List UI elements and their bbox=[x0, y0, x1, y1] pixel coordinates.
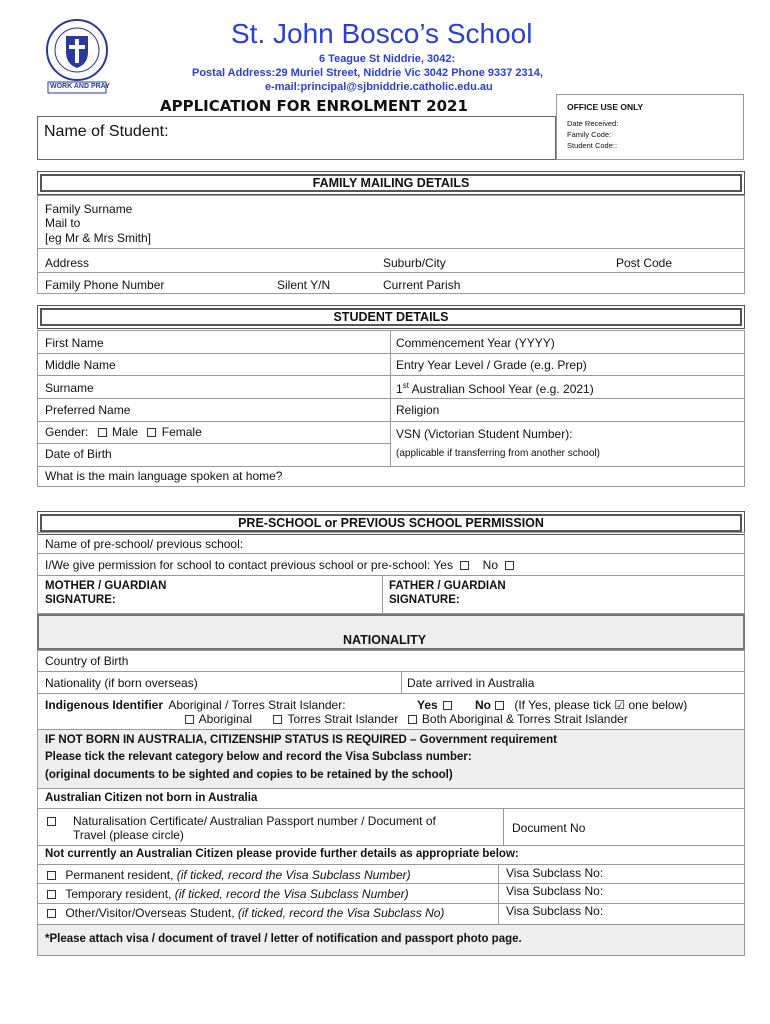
indigenous-label: Indigenous Identifier bbox=[45, 698, 164, 712]
previous-school-label[interactable]: Name of pre-school/ previous school: bbox=[45, 537, 244, 551]
male-checkbox[interactable] bbox=[98, 428, 107, 437]
school-email: e-mail:principal@sjbniddrie.catholic.edu.au bbox=[265, 81, 493, 93]
permission-no-checkbox[interactable] bbox=[505, 561, 514, 570]
indigenous-row bbox=[45, 698, 346, 712]
other-checkbox[interactable] bbox=[47, 909, 56, 918]
torres-checkbox[interactable] bbox=[273, 715, 282, 724]
aboriginal-checkbox[interactable] bbox=[185, 715, 194, 724]
indigenous-options-row bbox=[183, 712, 628, 726]
visa-subclass-3[interactable]: Visa Subclass No: bbox=[506, 904, 604, 918]
nationality-section-heading-box bbox=[37, 614, 745, 650]
nationality-label[interactable]: Nationality (if born overseas) bbox=[45, 676, 198, 690]
female-label: Female bbox=[161, 425, 202, 439]
current-parish-label[interactable]: Current Parish bbox=[383, 278, 461, 292]
name-of-student-box[interactable]: Name of Student: bbox=[37, 116, 556, 160]
mother-guardian-label: MOTHER / GUARDIAN bbox=[45, 580, 167, 592]
name-of-student-label: Name of Student bbox=[44, 123, 165, 140]
nationality-heading: NATIONALITY bbox=[343, 633, 427, 647]
dob-label[interactable]: Date of Birth bbox=[45, 447, 112, 461]
office-student-code: Student Code:: bbox=[567, 141, 618, 150]
postcode-label[interactable]: Post Code bbox=[616, 256, 673, 270]
mother-signature-label[interactable]: SIGNATURE: bbox=[45, 594, 116, 606]
first-aus-school-year-label[interactable]: 1st Australian School Year (e.g. 2021) bbox=[396, 381, 594, 396]
citizenship-line-3: (original documents to be sighted and copies to be retained by the school) bbox=[45, 769, 453, 781]
citizenship-line-2: Please tick the relevant category below and record the Visa Subclass number: bbox=[45, 751, 472, 763]
family-surname-label[interactable]: Family Surname bbox=[45, 202, 133, 216]
both-checkbox[interactable] bbox=[408, 715, 417, 724]
office-family-code: Family Code: bbox=[567, 130, 612, 139]
family-phone-label[interactable]: Family Phone Number bbox=[45, 278, 165, 292]
entry-year-level-label[interactable]: Entry Year Level / Grade (e.g. Prep) bbox=[396, 358, 587, 372]
attach-note: *Please attach visa / document of travel / letter of notification and passport photo page. bbox=[45, 933, 522, 945]
religion-label[interactable]: Religion bbox=[396, 403, 440, 417]
male-label: Male bbox=[112, 425, 139, 439]
torres-label: Torres Strait Islander bbox=[287, 712, 399, 726]
logo-motto: WORK AND PRAY bbox=[50, 83, 110, 90]
father-signature-label[interactable]: SIGNATURE: bbox=[389, 594, 460, 606]
mail-to-example: [eg Mr & Mrs Smith] bbox=[45, 231, 152, 245]
visa-subclass-2[interactable]: Visa Subclass No: bbox=[506, 884, 604, 898]
permission-yes-checkbox[interactable] bbox=[460, 561, 469, 570]
temporary-note: (if ticked, record the Visa Subclass Number) bbox=[174, 887, 409, 901]
gender-label: Gender: bbox=[45, 425, 89, 439]
visa-subclass-1[interactable]: Visa Subclass No: bbox=[506, 866, 604, 880]
first-name-label[interactable]: First Name bbox=[45, 336, 104, 350]
school-address: 6 Teague St Niddrie, 3042: bbox=[319, 53, 456, 65]
permission-row bbox=[45, 558, 516, 572]
country-of-birth-label[interactable]: Country of Birth bbox=[45, 654, 129, 668]
family-section-heading: FAMILY MAILING DETAILS bbox=[40, 174, 742, 192]
other-label: Other/Visitor/Overseas Student, bbox=[65, 906, 235, 920]
document-no-label[interactable]: Document No bbox=[512, 821, 586, 835]
mail-to-label: Mail to bbox=[45, 216, 81, 230]
student-section-heading: STUDENT DETAILS bbox=[40, 308, 742, 326]
home-language-label[interactable]: What is the main language spoken at home? bbox=[45, 469, 283, 483]
indigenous-yes-checkbox[interactable] bbox=[443, 701, 452, 710]
middle-name-label[interactable]: Middle Name bbox=[45, 358, 116, 372]
office-title: OFFICE USE ONLY bbox=[567, 102, 644, 112]
office-date-received: Date Received: bbox=[567, 119, 619, 128]
aboriginal-label: Aboriginal bbox=[198, 712, 253, 726]
vsn-label[interactable]: VSN (Victorian Student Number): bbox=[396, 427, 573, 441]
commencement-year-label[interactable]: Commencement Year (YYYY) bbox=[396, 336, 555, 350]
not-citizen-label: Not currently an Australian Citizen please provide further details as appropriate below: bbox=[45, 848, 519, 860]
vsn-note: (applicable if transferring from another school) bbox=[396, 448, 600, 459]
other-note: (if ticked, record the Visa Subclass No) bbox=[237, 906, 445, 920]
permission-no-label: No bbox=[482, 558, 499, 572]
citizenship-line-1: IF NOT BORN IN AUSTRALIA, CITIZENSHIP STATUS IS REQUIRED – Government requirement bbox=[45, 734, 558, 746]
surname-label[interactable]: Surname bbox=[45, 381, 94, 395]
permanent-resident-row bbox=[45, 868, 411, 882]
gender-row bbox=[45, 425, 202, 439]
father-guardian-label: FATHER / GUARDIAN bbox=[389, 580, 506, 592]
if-yes-note: (If Yes, please tick ☑ one below) bbox=[514, 698, 688, 712]
australian-citizen-not-born-label: Australian Citizen not born in Australia bbox=[45, 792, 258, 804]
other-visitor-row bbox=[45, 906, 444, 920]
temporary-label: Temporary resident, bbox=[65, 887, 172, 901]
school-postal: Postal Address:29 Muriel Street, Niddrie Vic 3042 Phone 9337 2314, bbox=[192, 67, 543, 79]
temporary-checkbox[interactable] bbox=[47, 890, 56, 899]
preferred-name-label[interactable]: Preferred Name bbox=[45, 403, 131, 417]
permanent-checkbox[interactable] bbox=[47, 871, 56, 880]
naturalisation-checkbox[interactable] bbox=[47, 817, 56, 826]
indigenous-yes-label: Yes bbox=[417, 698, 454, 712]
indigenous-no-checkbox[interactable] bbox=[495, 701, 504, 710]
office-use-box bbox=[556, 94, 744, 160]
permanent-label: Permanent resident, bbox=[65, 868, 174, 882]
permanent-note: (if ticked, record the Visa Subclass Number) bbox=[176, 868, 411, 882]
address-label[interactable]: Address bbox=[45, 256, 90, 270]
suburb-label[interactable]: Suburb/City bbox=[383, 256, 446, 270]
indigenous-question: Aboriginal / Torres Strait Islander: bbox=[168, 698, 346, 712]
permission-label: I/We give permission for school to contact previous school or pre-school: Yes bbox=[45, 558, 453, 572]
naturalisation-line-2: Travel (please circle) bbox=[73, 828, 184, 842]
both-label: Both Aboriginal & Torres Strait Islander bbox=[421, 712, 628, 726]
indigenous-no-label: No (If Yes, please tick ☑ one below) bbox=[475, 698, 688, 712]
school-logo bbox=[44, 14, 110, 96]
naturalisation-checkbox-glyph bbox=[45, 814, 58, 828]
female-checkbox[interactable] bbox=[147, 428, 156, 437]
naturalisation-line-1: Naturalisation Certificate/ Australian Passport number / Document of bbox=[73, 814, 436, 828]
silent-label[interactable]: Silent Y/N bbox=[277, 278, 331, 292]
form-title: APPLICATION FOR ENROLMENT 2021 bbox=[160, 97, 468, 115]
temporary-resident-row bbox=[45, 887, 409, 901]
school-name: St. John Bosco’s School bbox=[231, 18, 533, 49]
preschool-section-heading: PRE-SCHOOL or PREVIOUS SCHOOL PERMISSION bbox=[40, 514, 742, 532]
date-arrived-label[interactable]: Date arrived in Australia bbox=[407, 676, 535, 690]
